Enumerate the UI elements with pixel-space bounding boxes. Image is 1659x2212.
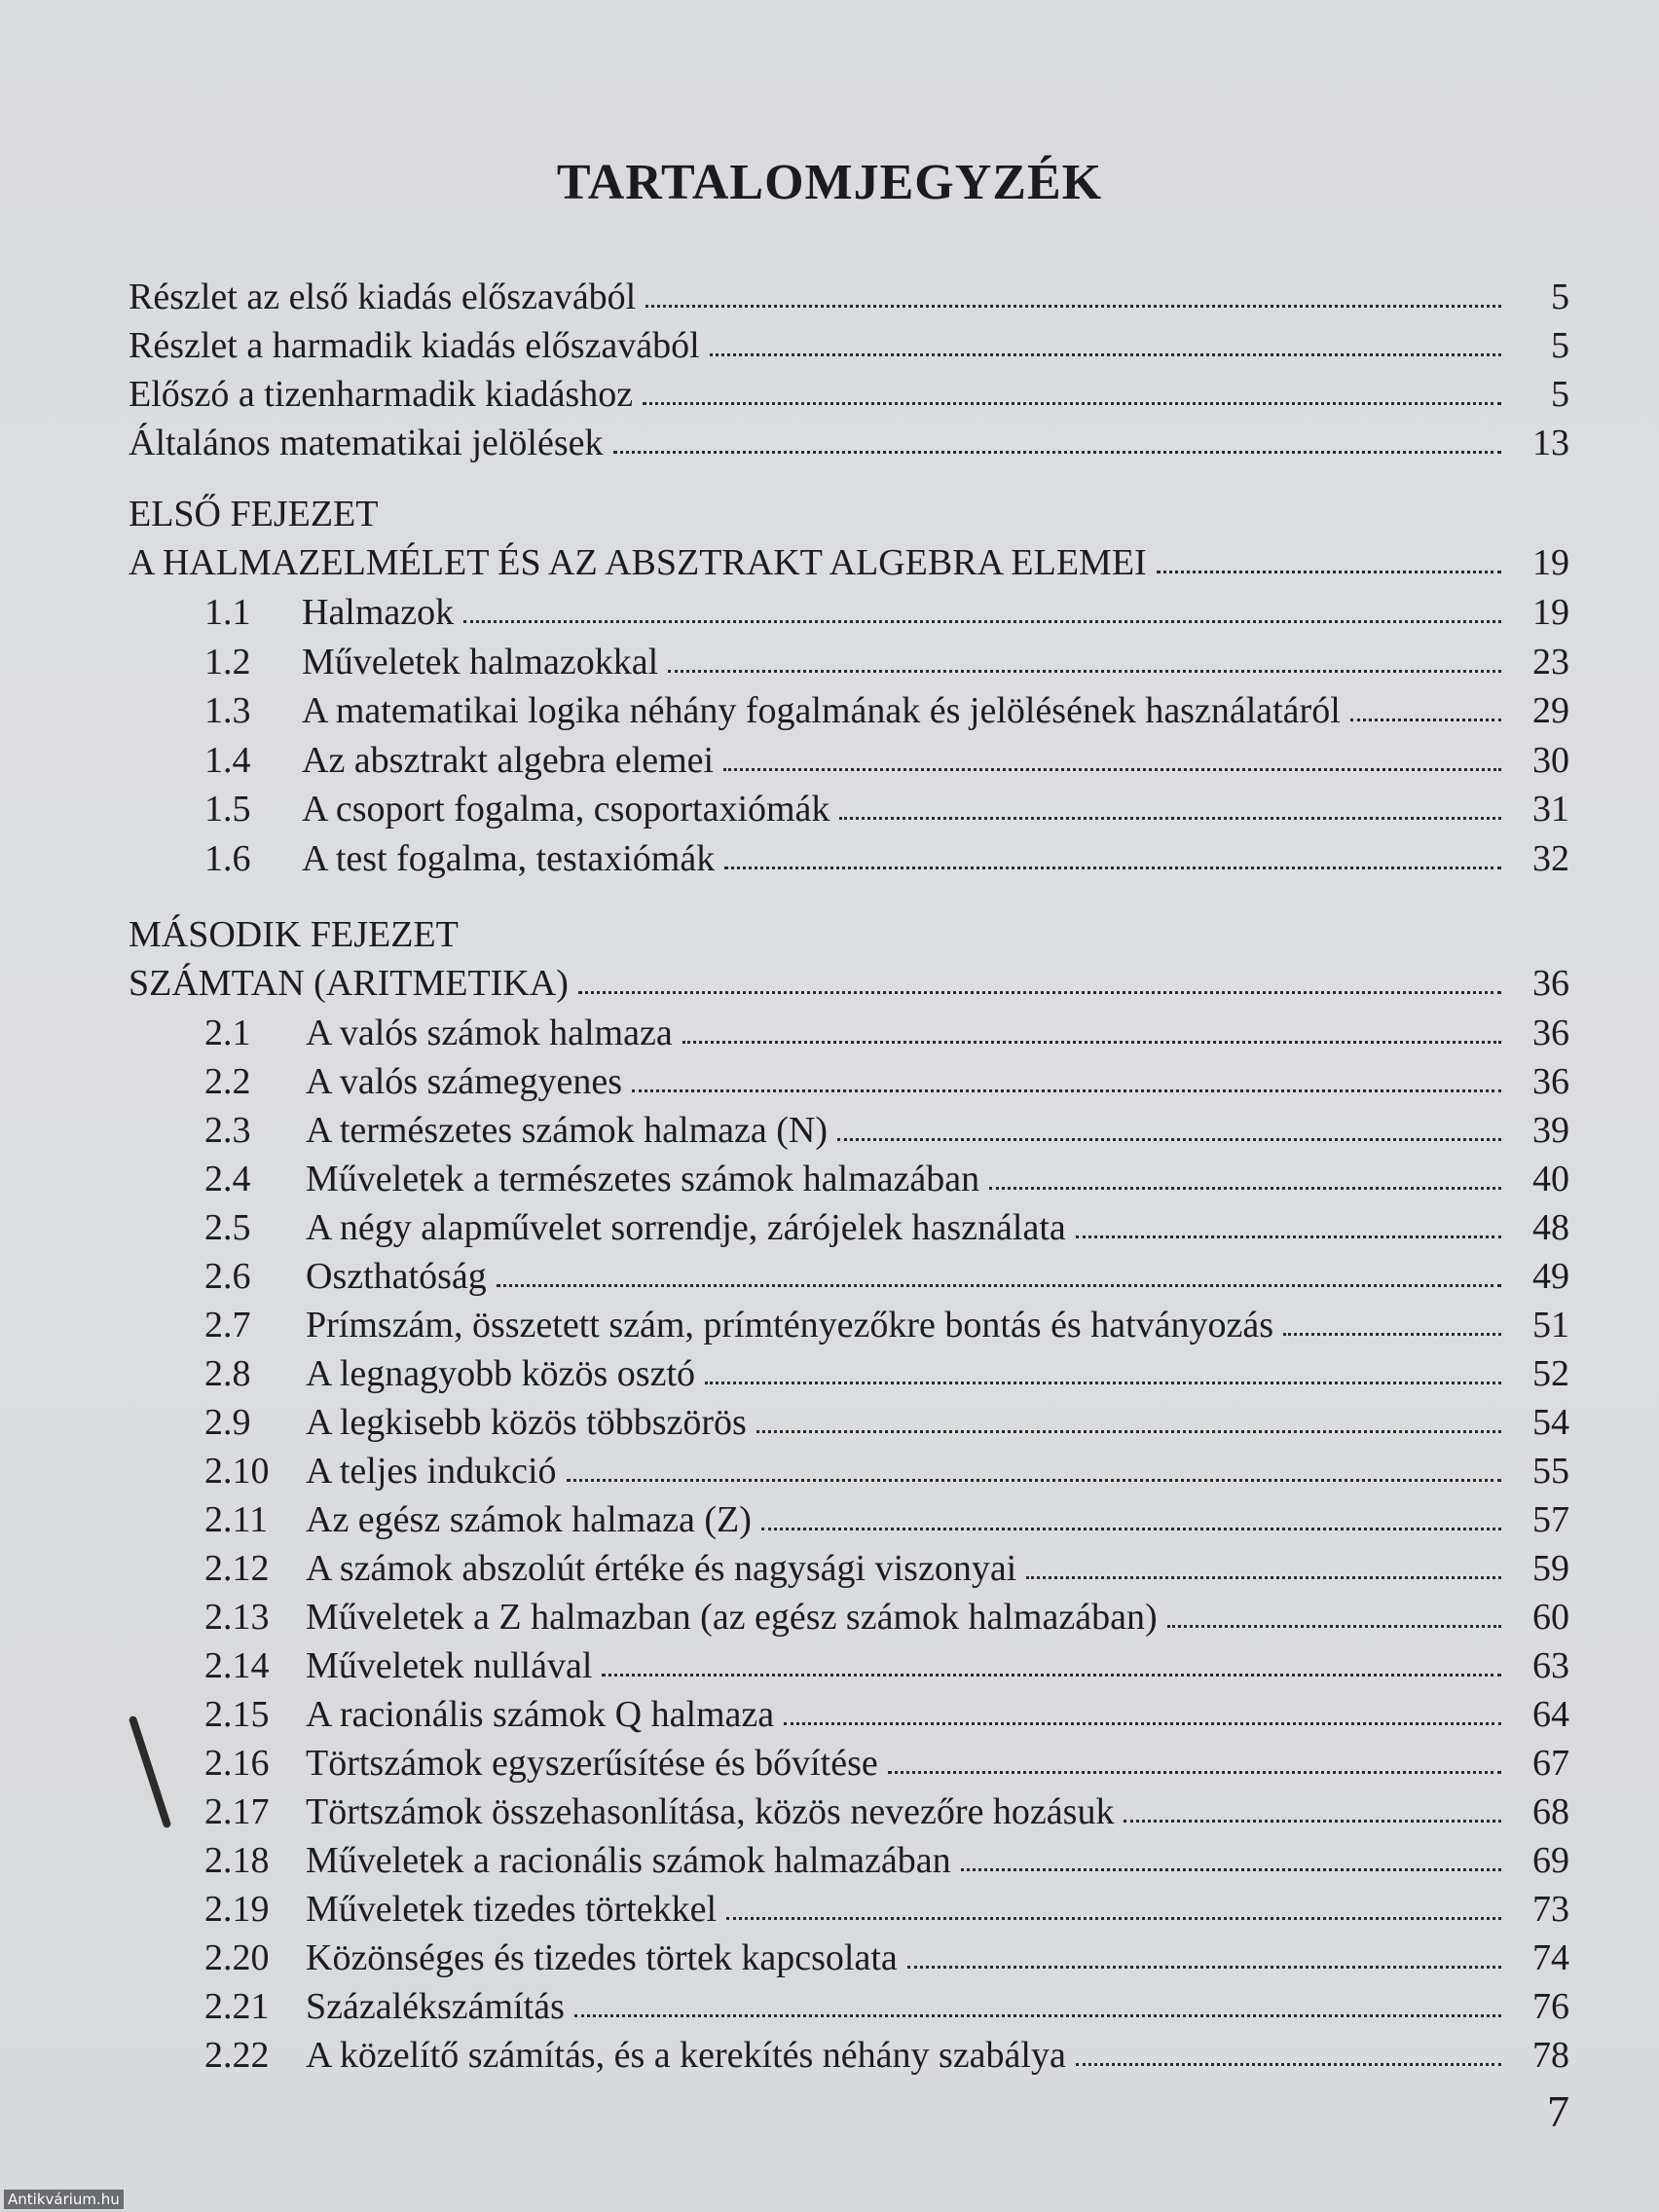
section-number: 2.14 — [204, 1645, 270, 1686]
toc-entry-page: 36 — [1532, 1061, 1569, 1102]
toc-entry[interactable] — [204, 1786, 1569, 1834]
toc-entry[interactable] — [129, 271, 1569, 319]
toc-entry-text: A legkisebb közös többszörös — [306, 1402, 747, 1443]
section-number: 2.10 — [204, 1451, 270, 1492]
toc-entry-text: A számok abszolút értéke és nagysági viszonyai — [306, 1548, 1017, 1589]
dot-leader — [723, 768, 1501, 771]
toc-entry-page: 19 — [1532, 542, 1569, 583]
section-number: 2.7 — [204, 1305, 251, 1346]
toc-entry-text: A négy alapművelet sorrendje, zárójelek használata — [306, 1207, 1066, 1248]
toc-entry-text: Műveletek a racionális számok halmazában — [306, 1840, 951, 1881]
toc-entry[interactable] — [204, 1737, 1569, 1786]
chapter-label: ELSŐ FEJEZET — [129, 494, 379, 535]
toc-entry[interactable] — [204, 1250, 1569, 1299]
toc-entry[interactable] — [129, 417, 1569, 465]
dot-leader — [1167, 1625, 1501, 1628]
dot-leader — [574, 2014, 1501, 2017]
toc-entry[interactable] — [204, 1153, 1569, 1201]
toc-entry-text: A racionális számok Q halmaza — [306, 1694, 775, 1735]
toc-entry[interactable] — [204, 1493, 1569, 1542]
dot-leader — [643, 402, 1501, 405]
toc-entry-page: 5 — [1551, 276, 1569, 317]
toc-entry-page: 68 — [1532, 1791, 1569, 1832]
toc-entry-page: 49 — [1532, 1256, 1569, 1297]
toc-entry-text: Az absztrakt algebra elemei — [302, 739, 715, 781]
dot-leader — [756, 1430, 1501, 1433]
section-number: 2.22 — [204, 2035, 270, 2076]
toc-entry[interactable] — [204, 1834, 1569, 1883]
chapter-title-entry[interactable] — [129, 957, 1569, 1006]
toc-entry[interactable] — [204, 684, 1569, 733]
dot-leader — [578, 991, 1501, 994]
dot-leader — [613, 451, 1501, 454]
toc-entry[interactable] — [204, 1347, 1569, 1396]
toc-entry[interactable] — [204, 1396, 1569, 1445]
toc-entry-text: Közönséges és tizedes törtek kapcsolata — [306, 1937, 898, 1978]
toc-entry-text: Törtszámok egyszerűsítése és bővítése — [306, 1743, 878, 1784]
dot-leader — [724, 866, 1501, 869]
toc-entry-text: Százalékszámítás — [306, 1986, 565, 2027]
toc-entry-text: A valós számegyenes — [306, 1061, 623, 1102]
dot-leader — [839, 817, 1501, 820]
dot-leader — [761, 1528, 1501, 1530]
toc-entry-page: 23 — [1532, 641, 1569, 682]
toc-entry-text: Műveletek halmazokkal — [302, 641, 659, 682]
section-number: 2.19 — [204, 1889, 270, 1930]
section-number: 2.9 — [204, 1402, 251, 1443]
toc-entry-text: Előszó a tizenharmadik kiadáshoz — [129, 374, 634, 415]
toc-entry-text: Általános matematikai jelölések — [129, 423, 604, 463]
toc-entry[interactable] — [204, 586, 1569, 635]
section-number: 2.15 — [204, 1694, 270, 1735]
section-number: 2.3 — [204, 1110, 251, 1151]
toc-entry-text: A közelítő számítás, és a kerekítés néhány szabálya — [306, 2035, 1066, 2076]
toc-entry-text: A matematikai logika néhány fogalmának és jelölésének használatáról — [302, 690, 1341, 731]
toc-entry[interactable] — [204, 1201, 1569, 1250]
watermark: Antikvárium.hu — [4, 2190, 124, 2209]
toc-entry[interactable] — [204, 1640, 1569, 1688]
toc-entry-page: 69 — [1532, 1840, 1569, 1881]
section-number: 2.11 — [204, 1499, 269, 1540]
toc-entry-page: 76 — [1532, 1986, 1569, 2027]
toc-entry-page: 29 — [1532, 690, 1569, 731]
page-title: TARTALOMJEGYZÉK — [556, 155, 1103, 210]
dot-leader — [1157, 571, 1501, 573]
toc-entry-text: Halmazok — [302, 592, 455, 633]
toc-entry[interactable] — [204, 1299, 1569, 1347]
toc-entry[interactable] — [204, 832, 1569, 881]
toc-entry[interactable] — [204, 1980, 1569, 2029]
section-number: 1.5 — [204, 789, 251, 830]
toc-entry-page: 57 — [1532, 1499, 1569, 1540]
pen-mark — [129, 1715, 172, 1829]
chapter-title-entry[interactable] — [129, 536, 1569, 585]
dot-leader — [1026, 1576, 1501, 1579]
section-number: 2.18 — [204, 1840, 270, 1881]
toc-entry-page: 60 — [1532, 1597, 1569, 1638]
dot-leader — [907, 1966, 1501, 1969]
dot-leader — [602, 1674, 1501, 1677]
section-number: 2.5 — [204, 1207, 251, 1248]
toc-entry-text: A legnagyobb közös osztó — [306, 1353, 696, 1394]
section-number: 1.3 — [204, 690, 251, 731]
toc-entry-page: 64 — [1532, 1694, 1569, 1735]
chapter-label: MÁSODIK FEJEZET — [129, 914, 459, 955]
dot-leader — [989, 1187, 1501, 1190]
toc-entry-page: 19 — [1532, 592, 1569, 633]
section-number: 2.21 — [204, 1986, 270, 2027]
toc-entry-text: Műveletek nullával — [306, 1645, 593, 1686]
toc-entry[interactable] — [204, 1104, 1569, 1153]
toc-entry[interactable] — [204, 1445, 1569, 1493]
section-number: 1.6 — [204, 837, 251, 879]
toc-entry-text: Oszthatóság — [306, 1256, 487, 1297]
toc-entry-text: A teljes indukció — [306, 1451, 557, 1492]
toc-entry-page: 52 — [1532, 1353, 1569, 1394]
toc-entry[interactable] — [204, 1883, 1569, 1932]
section-number: 1.1 — [204, 592, 251, 633]
toc-entry-page: 39 — [1532, 1110, 1569, 1151]
toc-entry-page: 55 — [1532, 1451, 1569, 1492]
dot-leader — [784, 1722, 1501, 1725]
toc-entry-page: 13 — [1532, 423, 1569, 463]
dot-leader — [1124, 1820, 1501, 1823]
toc-entry-page: 59 — [1532, 1548, 1569, 1589]
toc-entry-page: 51 — [1532, 1305, 1569, 1346]
toc-entry-page: 54 — [1532, 1402, 1569, 1443]
toc-entry-page: 40 — [1532, 1159, 1569, 1199]
toc-entry-text: A test fogalma, testaxiómák — [302, 837, 716, 879]
toc-entry-text: Az egész számok halmaza (Z) — [306, 1499, 752, 1540]
chapter-title: A HALMAZELMÉLET ÉS AZ ABSZTRAKT ALGEBRA ELEMEI — [129, 542, 1147, 583]
dot-leader — [705, 1382, 1501, 1384]
toc-entry-page: 74 — [1532, 1937, 1569, 1978]
section-number: 1.2 — [204, 641, 251, 682]
dot-leader — [1283, 1333, 1501, 1336]
dot-leader — [632, 1089, 1501, 1092]
dot-leader — [1076, 1235, 1501, 1238]
section-number: 2.4 — [204, 1159, 251, 1199]
dot-leader — [710, 353, 1501, 356]
toc-entry-page: 36 — [1532, 963, 1569, 1004]
toc-entry-text: A csoport fogalma, csoportaxiómák — [302, 789, 830, 830]
chapter-title: SZÁMTAN (ARITMETIKA) — [129, 963, 569, 1004]
toc-entry-text: Prímszám, összetett szám, prímtényezőkre bontás és hatványozás — [306, 1305, 1274, 1346]
dot-leader — [645, 305, 1501, 308]
toc-entry[interactable] — [204, 1055, 1569, 1104]
toc-entry-text: A természetes számok halmaza (N) — [306, 1110, 828, 1151]
toc-entry[interactable] — [204, 1932, 1569, 1980]
section-number: 2.17 — [204, 1791, 270, 1832]
dot-leader — [837, 1138, 1501, 1141]
toc-entry-text: Műveletek a Z halmazban (az egész számok halmazában) — [306, 1597, 1158, 1638]
toc-entry-page: 63 — [1532, 1645, 1569, 1686]
toc-entry[interactable] — [204, 1688, 1569, 1737]
toc-entry-page: 30 — [1532, 739, 1569, 781]
section-number: 2.1 — [204, 1013, 251, 1053]
section-number: 2.16 — [204, 1743, 270, 1784]
toc-entry-page: 73 — [1532, 1889, 1569, 1930]
toc-entry-text: Részlet az első kiadás előszavából — [129, 276, 637, 317]
section-number: 2.6 — [204, 1256, 251, 1297]
toc-entry[interactable] — [204, 734, 1569, 783]
toc-entry[interactable] — [204, 636, 1569, 684]
toc-entry[interactable] — [129, 368, 1569, 417]
toc-entry-text: Műveletek a természetes számok halmazában — [306, 1159, 980, 1199]
toc-entry-page: 5 — [1551, 374, 1569, 415]
dot-leader — [668, 670, 1501, 673]
section-number: 2.13 — [204, 1597, 270, 1638]
toc-entry-text: A valós számok halmaza — [306, 1013, 673, 1053]
dot-leader — [1350, 719, 1501, 721]
dot-leader — [497, 1284, 1501, 1287]
toc-entry-text: Törtszámok összehasonlítása, közös nevezőre hozásuk — [306, 1791, 1115, 1832]
dot-leader — [961, 1868, 1501, 1871]
toc-entry-page: 32 — [1532, 837, 1569, 879]
toc-entry[interactable] — [204, 1007, 1569, 1055]
toc-entry[interactable] — [204, 783, 1569, 831]
dot-leader — [682, 1041, 1501, 1044]
section-number: 2.12 — [204, 1548, 270, 1589]
page-number: 7 — [1547, 2086, 1569, 2136]
toc-entry-page: 78 — [1532, 2035, 1569, 2076]
dot-leader — [1076, 2063, 1501, 2066]
dot-leader — [726, 1917, 1501, 1920]
toc-entry[interactable] — [129, 319, 1569, 368]
toc-entry-page: 67 — [1532, 1743, 1569, 1784]
toc-entry-page: 5 — [1551, 325, 1569, 366]
section-number: 2.2 — [204, 1061, 251, 1102]
toc-entry-page: 31 — [1532, 789, 1569, 830]
dot-leader — [888, 1771, 1501, 1774]
toc-entry[interactable] — [204, 1591, 1569, 1640]
section-number: 2.20 — [204, 1937, 270, 1978]
section-number: 2.8 — [204, 1353, 251, 1394]
dot-leader — [463, 620, 1501, 623]
toc-entry-text: Részlet a harmadik kiadás előszavából — [129, 325, 700, 366]
dot-leader — [567, 1479, 1501, 1482]
toc-entry[interactable] — [204, 2029, 1569, 2078]
toc-entry-page: 36 — [1532, 1013, 1569, 1053]
section-number: 1.4 — [204, 739, 251, 781]
toc-entry[interactable] — [204, 1542, 1569, 1591]
toc-entry-text: Műveletek tizedes törtekkel — [306, 1889, 718, 1930]
toc-entry-page: 48 — [1532, 1207, 1569, 1248]
